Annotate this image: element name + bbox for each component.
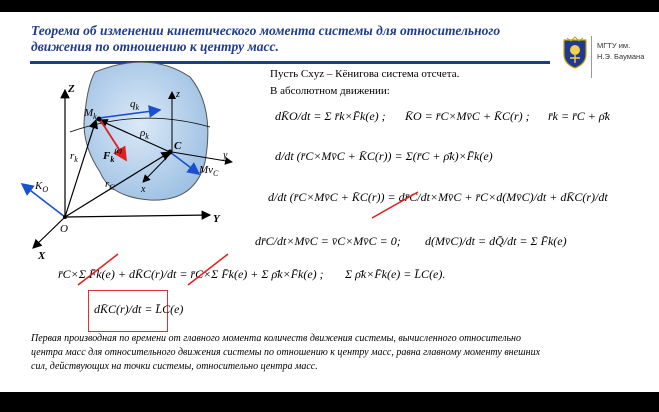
label-rhok: $\rho_k$ <box>140 127 149 141</box>
label-z: z <box>176 89 180 100</box>
org-line-1: МГТУ им. <box>597 41 631 50</box>
label-rC: $r_C$ <box>105 178 115 192</box>
label-C: C <box>174 140 182 152</box>
logo-divider <box>591 36 592 78</box>
label-y: y <box>223 150 228 161</box>
equation-5b: Σ ρ̄k×F̄k(e) = L̄C(e). <box>345 267 446 281</box>
point-O <box>63 215 67 219</box>
label-Fk: $F_k^{(e)}$ <box>103 147 123 164</box>
equation-4a: dr̄C/dt×Mv̄C = v̄C×Mv̄C = 0; <box>255 234 401 248</box>
axis-Y <box>65 215 210 217</box>
equation-2: d/dt (r̄C×Mv̄C + K̄C(r)) = Σ(r̄C + ρ̄k)×F̄k(e) <box>275 149 493 163</box>
bmstu-crest-icon <box>561 36 589 70</box>
slide <box>0 12 659 392</box>
org-line-2: Н.Э. Баумана <box>597 52 645 61</box>
label-x: x <box>141 184 146 195</box>
kinematics-diagram <box>0 12 270 262</box>
label-O: O <box>60 223 68 235</box>
cancel-lines <box>70 252 230 287</box>
equation-1b: K̄O = r̄C×Mv̄C + K̄C(r) ; <box>405 109 530 123</box>
label-Z: Z <box>68 83 75 95</box>
vector-rk <box>65 120 96 217</box>
equation-1a: dK̄O/dt = Σ r̄k×F̄k(e) ; <box>275 109 386 123</box>
equation-3: d/dt (r̄C×Mv̄C + K̄C(r)) = dr̄C/dt×Mv̄C + r̄C×d(Mv̄C)/dt + dK̄C(r)/dt <box>268 190 608 204</box>
conclusion-text: Первая производная по времени от главного момента количеств движения системы, вычисленного относительно центра масс для относительного движения системы по отношению к центру масс, равна главному моменту внешних сил, действующих на точки системы, относительно центра масс. <box>31 333 541 372</box>
org-name <box>597 40 644 62</box>
label-Mk: $M_k$ <box>84 107 97 121</box>
intro-line-1: Пусть Cxyz – Кёнигова система отсчета. <box>270 68 460 80</box>
label-MvC: $Mv_C$ <box>199 164 219 178</box>
equation-5a: r̄C×Σ F̄k(e) + dK̄C(r)/dt = r̄C×Σ F̄k(e) + Σ ρ̄k×F̄k(e) ; <box>58 267 324 281</box>
point-C <box>168 150 173 155</box>
label-rk: $r_k$ <box>70 150 78 164</box>
equation-4b: d(Mv̄C)/dt = dQ̄/dt = Σ F̄k(e) <box>425 234 567 248</box>
strike-through <box>370 190 420 220</box>
equation-6: dK̄C(r)/dt = L̄C(e) <box>94 302 184 316</box>
label-qk: $q_k$ <box>130 98 140 112</box>
intro-line-2: В абсолютном движении: <box>270 85 390 97</box>
equation-1c: r̄k = r̄C + ρ̄k <box>548 109 610 123</box>
label-KO: $K_O$ <box>35 180 49 194</box>
point-Mk <box>97 117 102 122</box>
slide-title: Теорема об изменении кинетического момента системы для относительного движения по отношению к центру масс. <box>31 23 501 54</box>
label-Y: Y <box>213 213 220 225</box>
label-X: X <box>38 250 46 262</box>
